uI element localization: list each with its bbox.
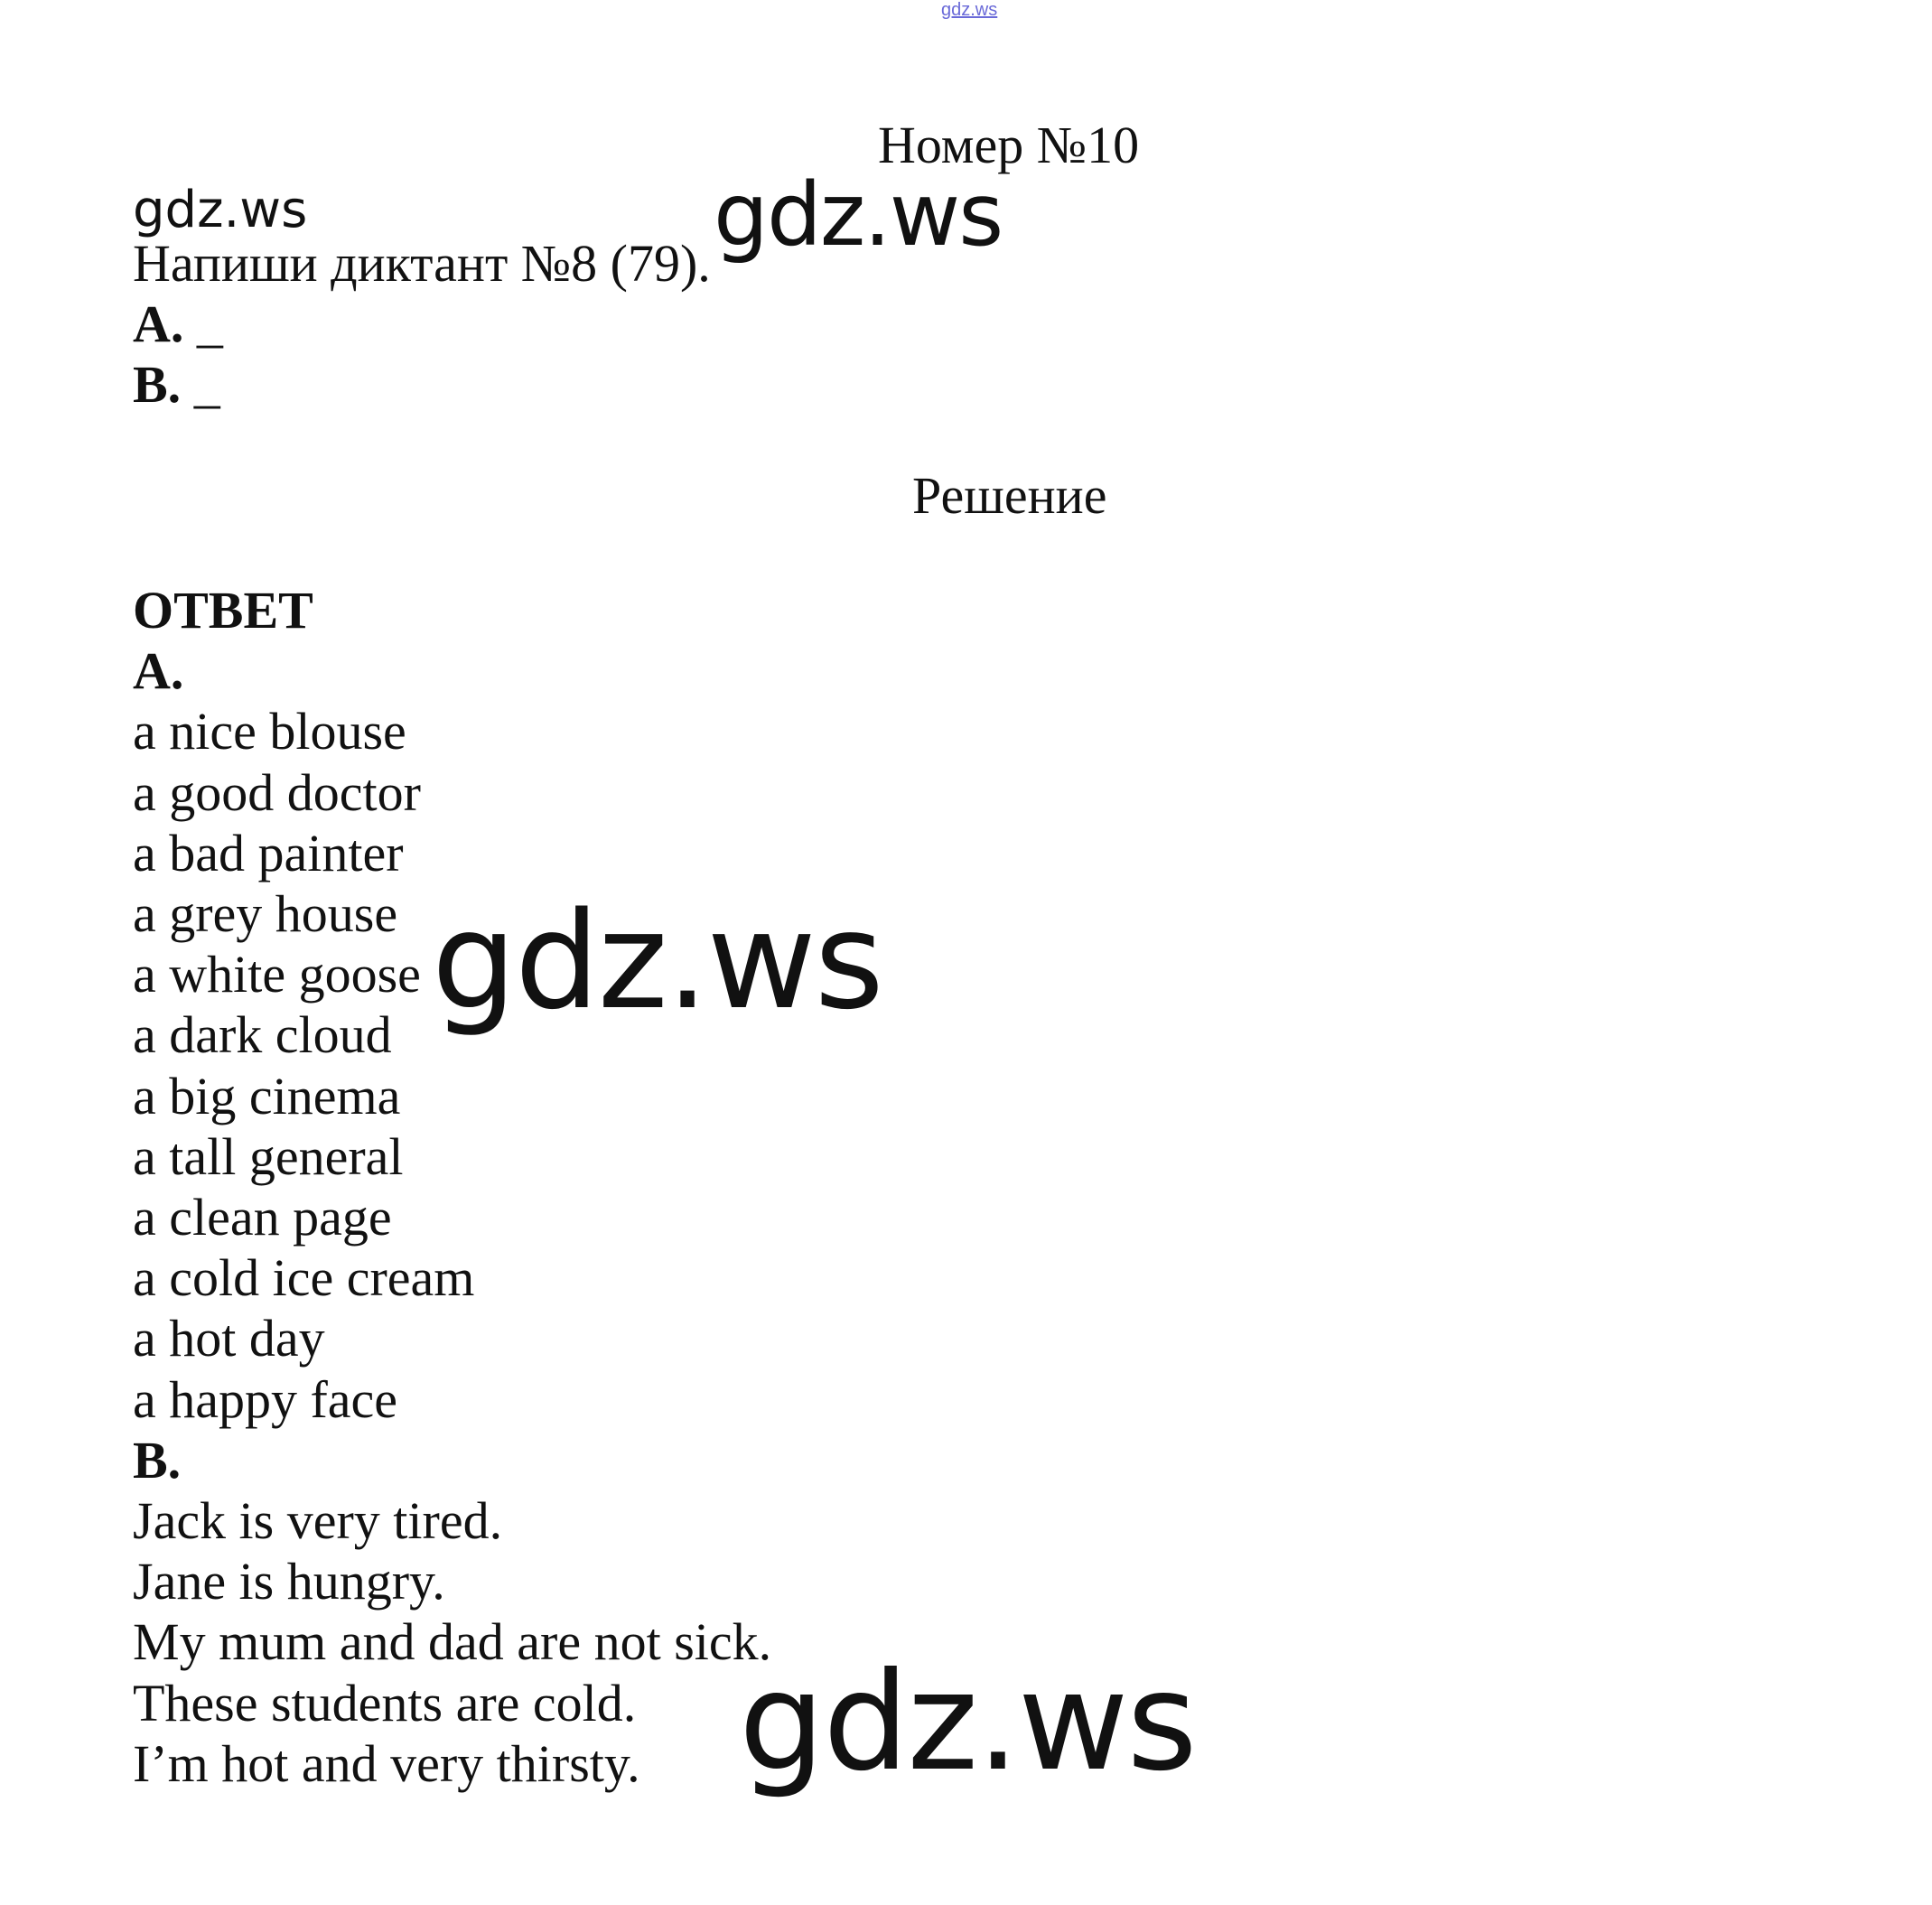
- answer-line: a big cinema: [133, 1066, 401, 1125]
- watermark-large-2: gdz.ws: [432, 883, 882, 1039]
- task-item-b-text: _: [193, 355, 220, 414]
- task-item-b-label: B.: [133, 355, 182, 414]
- answer-line: a good doctor: [133, 762, 421, 822]
- answer-line: a bad painter: [133, 823, 404, 882]
- answer-sentence: I’m hot and very thirsty.: [133, 1733, 640, 1793]
- answer-line: a hot day: [133, 1309, 325, 1368]
- answer-line: a grey house: [133, 884, 398, 944]
- watermark-large-3: gdz.ws: [739, 1644, 1196, 1801]
- answer-line: a tall general: [133, 1126, 404, 1186]
- section-a-label: A.: [133, 641, 184, 701]
- section-b-label: B.: [133, 1430, 182, 1489]
- answer-sentence: Jane is hungry.: [133, 1552, 445, 1611]
- task-block: [133, 233, 711, 415]
- answer-line: a clean page: [133, 1188, 392, 1247]
- task-item-a-text: _: [196, 294, 223, 353]
- answer-sentence: My mum and dad are not sick.: [133, 1612, 772, 1672]
- answer-line: a dark cloud: [133, 1005, 392, 1065]
- answer-line: a white goose: [133, 945, 421, 1004]
- answer-sentence: These students are cold.: [133, 1673, 637, 1732]
- watermark-small: gdz.ws: [133, 181, 308, 239]
- task-item-a: [133, 294, 711, 354]
- task-instruction: Напиши диктант №8 (79).: [133, 234, 711, 293]
- header-site-link[interactable]: gdz.ws: [941, 0, 998, 20]
- answer-line: a nice blouse: [133, 702, 406, 761]
- watermark-large-1: gdz.ws: [714, 164, 1003, 266]
- task-title: Номер №10: [878, 116, 1140, 174]
- answer-heading: ОТВЕТ: [133, 581, 313, 640]
- answer-block: [133, 580, 771, 1794]
- answer-line: a happy face: [133, 1369, 398, 1429]
- answer-line: a cold ice cream: [133, 1248, 475, 1308]
- solution-title: Решение: [912, 466, 1107, 525]
- task-item-b: [133, 354, 711, 415]
- task-item-a-label: A.: [133, 294, 184, 353]
- answer-sentence: Jack is very tired.: [133, 1491, 503, 1551]
